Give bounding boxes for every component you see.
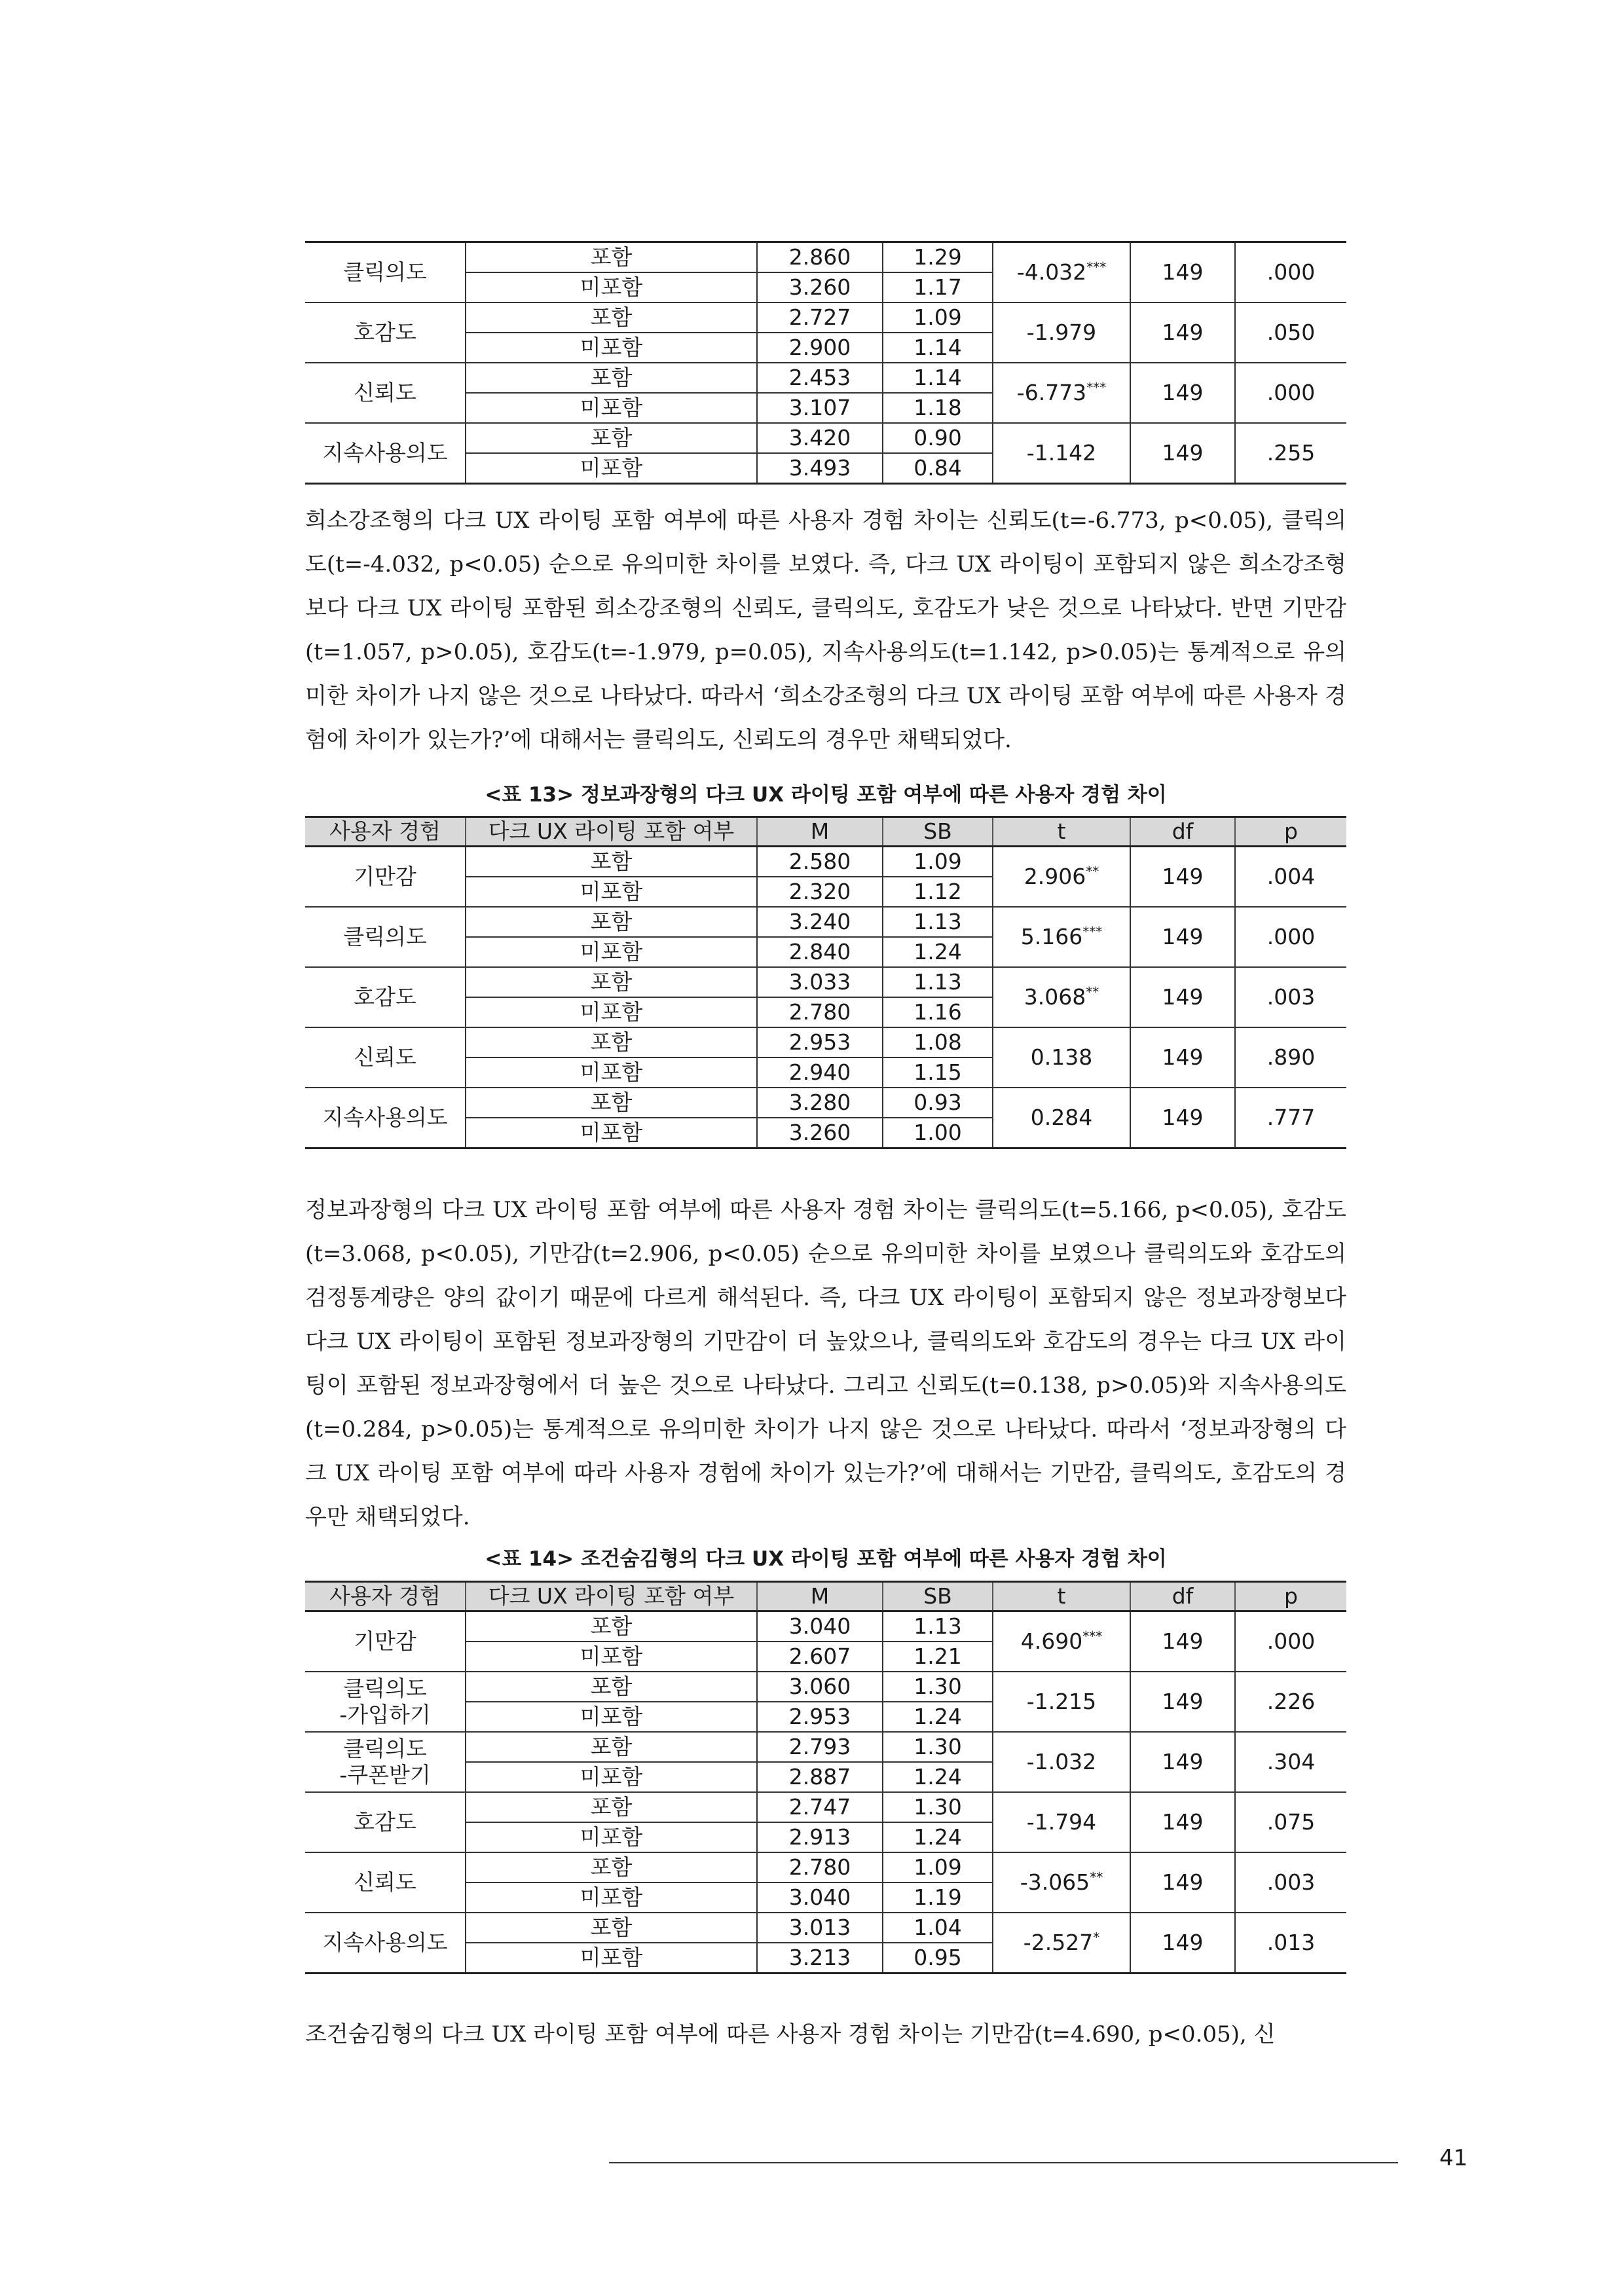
experience-cell: 지속사용의도 — [305, 423, 466, 484]
sd-cell: 1.16 — [883, 997, 993, 1027]
t-value-cell: -1.794 — [993, 1792, 1130, 1852]
group-cell: 포함 — [466, 907, 757, 937]
table-14-caption: <표 14> 조건숨김형의 다크 UX 라이팅 포함 여부에 따른 사용자 경험 차이 — [485, 1547, 1167, 1571]
df-cell: 149 — [1130, 1913, 1235, 1974]
experience-cell: 지속사용의도 — [305, 1913, 466, 1974]
sd-cell: 0.95 — [883, 1943, 993, 1974]
group-cell: 미포함 — [466, 1943, 757, 1974]
significance-marker: *** — [1086, 380, 1107, 395]
experience-cell: 호감도 — [305, 303, 466, 363]
group-cell: 미포함 — [466, 997, 757, 1027]
significance-marker: ** — [1086, 864, 1099, 879]
sd-cell: 1.17 — [883, 272, 993, 303]
mean-cell: 2.793 — [757, 1732, 883, 1762]
group-cell: 미포함 — [466, 1118, 757, 1148]
group-cell: 미포함 — [466, 1822, 757, 1852]
p-value-cell: .013 — [1235, 1913, 1346, 1974]
df-cell: 149 — [1130, 303, 1235, 363]
df-cell: 149 — [1130, 1792, 1235, 1852]
significance-marker: *** — [1082, 924, 1103, 940]
t-value-cell: 0.284 — [993, 1088, 1130, 1148]
experience-cell: 클릭의도 — [305, 907, 466, 967]
column-header: p — [1235, 817, 1346, 847]
experience-cell: 클릭의도 — [305, 242, 466, 303]
group-cell: 포함 — [466, 847, 757, 877]
df-cell: 149 — [1130, 967, 1235, 1027]
sd-cell: 1.24 — [883, 1822, 993, 1852]
table-row — [305, 303, 1346, 333]
column-header: SB — [883, 817, 993, 847]
significance-marker: ** — [1086, 984, 1099, 1000]
p-value-cell: .003 — [1235, 1852, 1346, 1913]
sd-cell: 1.12 — [883, 877, 993, 907]
mean-cell: 2.887 — [757, 1762, 883, 1792]
sd-cell: 1.09 — [883, 847, 993, 877]
t-value-cell: -4.032*** — [993, 242, 1130, 303]
experience-cell: 클릭의도 -가입하기 — [305, 1672, 466, 1732]
significance-marker: ** — [1090, 1869, 1103, 1885]
group-cell: 미포함 — [466, 333, 757, 363]
group-cell: 미포함 — [466, 1762, 757, 1792]
df-cell: 149 — [1130, 1611, 1235, 1672]
p-value-cell: .075 — [1235, 1792, 1346, 1852]
mean-cell: 2.953 — [757, 1027, 883, 1057]
header-row — [305, 1582, 1346, 1611]
table-14 — [305, 1581, 1346, 1974]
sd-cell: 0.90 — [883, 423, 993, 453]
p-value-cell: .000 — [1235, 907, 1346, 967]
group-cell: 포함 — [466, 1672, 757, 1702]
group-cell: 포함 — [466, 1732, 757, 1762]
table-13 — [305, 816, 1346, 1149]
p-value-cell: .050 — [1235, 303, 1346, 363]
column-header: 사용자 경험 — [305, 817, 466, 847]
mean-cell: 3.040 — [757, 1882, 883, 1913]
column-header: df — [1130, 1582, 1235, 1611]
group-cell: 미포함 — [466, 453, 757, 484]
group-cell: 미포함 — [466, 1642, 757, 1672]
df-cell: 149 — [1130, 1852, 1235, 1913]
mean-cell: 3.040 — [757, 1611, 883, 1642]
t-value-cell: -1.215 — [993, 1672, 1130, 1732]
t-value-cell: 2.906** — [993, 847, 1130, 908]
p-value-cell: .890 — [1235, 1027, 1346, 1088]
t-value-cell: -6.773*** — [993, 363, 1130, 423]
t-value-cell: 3.068** — [993, 967, 1130, 1027]
paragraph-1: 희소강조형의 다크 UX 라이팅 포함 여부에 따른 사용자 경험 차이는 신뢰도(t=-6.773, p<0.05), 클릭의도(t=-4.032, p<0.05) 순으로 유의미한 차이를 보였다. 즉, 다크 UX 라이팅이 포함되지 않은 희소강조형보다 다크 UX 라이팅 포함된 희소강조형의 신뢰도, 클릭의도, 호감도가 낮은 것으로 나타났다. 반면 기만감(t=1.057, p>0.05), 호감도(t=-1.979, p=0.05), 지속사용의도(t=1.142, p>0.05)는 통계적으로 유의미한 차이가 나지 않은 것으로 나타났다. 따라서 ‘희소강조형의 다크 UX 라이팅 포함 여부에 따른 사용자 경험에 차이가 있는가?’에 대해서는 클릭의도, 신뢰도의 경우만 채택되었다. — [305, 507, 1346, 753]
table-row — [305, 1088, 1346, 1118]
mean-cell: 3.213 — [757, 1943, 883, 1974]
group-cell: 포함 — [466, 967, 757, 997]
mean-cell: 2.453 — [757, 363, 883, 393]
significance-marker: *** — [1082, 1628, 1103, 1644]
experience-cell: 기만감 — [305, 847, 466, 908]
table-row — [305, 1792, 1346, 1822]
table-row — [305, 1852, 1346, 1882]
sd-cell: 1.19 — [883, 1882, 993, 1913]
column-header: SB — [883, 1582, 993, 1611]
group-cell: 미포함 — [466, 1702, 757, 1732]
group-cell: 미포함 — [466, 877, 757, 907]
sd-cell: 1.00 — [883, 1118, 993, 1148]
table-row — [305, 1027, 1346, 1057]
table-row — [305, 1611, 1346, 1642]
mean-cell: 2.780 — [757, 997, 883, 1027]
footer-rule — [609, 2162, 1398, 2163]
significance-marker: *** — [1086, 259, 1107, 275]
df-cell: 149 — [1130, 423, 1235, 484]
t-value-cell: -1.142 — [993, 423, 1130, 484]
sd-cell: 1.04 — [883, 1913, 993, 1943]
mean-cell: 2.940 — [757, 1057, 883, 1088]
group-cell: 포함 — [466, 1852, 757, 1882]
column-header: t — [993, 817, 1130, 847]
df-cell: 149 — [1130, 847, 1235, 908]
experience-cell: 기만감 — [305, 1611, 466, 1672]
p-value-cell: .304 — [1235, 1732, 1346, 1792]
sd-cell: 0.84 — [883, 453, 993, 484]
table-row — [305, 1672, 1346, 1702]
sd-cell: 1.09 — [883, 1852, 993, 1882]
df-cell: 149 — [1130, 1027, 1235, 1088]
table-row — [305, 242, 1346, 273]
table-row — [305, 423, 1346, 453]
p-value-cell: .003 — [1235, 967, 1346, 1027]
group-cell: 포함 — [466, 242, 757, 273]
group-cell: 포함 — [466, 1792, 757, 1822]
group-cell: 미포함 — [466, 393, 757, 423]
experience-cell: 호감도 — [305, 1792, 466, 1852]
sd-cell: 1.18 — [883, 393, 993, 423]
experience-cell: 신뢰도 — [305, 1852, 466, 1913]
group-cell: 미포함 — [466, 272, 757, 303]
t-value-cell: 0.138 — [993, 1027, 1130, 1088]
table-row — [305, 363, 1346, 393]
sd-cell: 1.21 — [883, 1642, 993, 1672]
mean-cell: 3.280 — [757, 1088, 883, 1118]
sd-cell: 1.08 — [883, 1027, 993, 1057]
sd-cell: 0.93 — [883, 1088, 993, 1118]
group-cell: 포함 — [466, 423, 757, 453]
df-cell: 149 — [1130, 1732, 1235, 1792]
sd-cell: 1.24 — [883, 1762, 993, 1792]
mean-cell: 2.607 — [757, 1642, 883, 1672]
table-12-continued — [305, 241, 1346, 485]
column-header: 다크 UX 라이팅 포함 여부 — [466, 1582, 757, 1611]
table-row — [305, 907, 1346, 937]
table-row — [305, 1913, 1346, 1943]
column-header: M — [757, 1582, 883, 1611]
mean-cell: 3.033 — [757, 967, 883, 997]
mean-cell: 2.580 — [757, 847, 883, 877]
sd-cell: 1.30 — [883, 1732, 993, 1762]
column-header: 다크 UX 라이팅 포함 여부 — [466, 817, 757, 847]
df-cell: 149 — [1130, 242, 1235, 303]
experience-cell: 신뢰도 — [305, 1027, 466, 1088]
group-cell: 포함 — [466, 363, 757, 393]
mean-cell: 2.747 — [757, 1792, 883, 1822]
p-value-cell: .004 — [1235, 847, 1346, 908]
group-cell: 포함 — [466, 1611, 757, 1642]
p-value-cell: .000 — [1235, 363, 1346, 423]
df-cell: 149 — [1130, 1672, 1235, 1732]
page-number: 41 — [1439, 2145, 1468, 2171]
sd-cell: 1.13 — [883, 907, 993, 937]
column-header: M — [757, 817, 883, 847]
mean-cell: 3.060 — [757, 1672, 883, 1702]
sd-cell: 1.13 — [883, 1611, 993, 1642]
df-cell: 149 — [1130, 1088, 1235, 1148]
t-value-cell: -1.032 — [993, 1732, 1130, 1792]
mean-cell: 3.260 — [757, 1118, 883, 1148]
mean-cell: 2.320 — [757, 877, 883, 907]
mean-cell: 3.107 — [757, 393, 883, 423]
df-cell: 149 — [1130, 907, 1235, 967]
mean-cell: 2.840 — [757, 937, 883, 967]
sd-cell: 1.13 — [883, 967, 993, 997]
sd-cell: 1.24 — [883, 1702, 993, 1732]
t-value-cell: -2.527* — [993, 1913, 1130, 1974]
experience-cell: 지속사용의도 — [305, 1088, 466, 1148]
mean-cell: 2.900 — [757, 333, 883, 363]
sd-cell: 1.09 — [883, 303, 993, 333]
group-cell: 미포함 — [466, 1057, 757, 1088]
p-value-cell: .255 — [1235, 423, 1346, 484]
mean-cell: 2.913 — [757, 1822, 883, 1852]
paragraph-3: 조건숨김형의 다크 UX 라이팅 포함 여부에 따른 사용자 경험 차이는 기만감(t=4.690, p<0.05), 신 — [305, 2021, 1276, 2047]
p-value-cell: .226 — [1235, 1672, 1346, 1732]
sd-cell: 1.15 — [883, 1057, 993, 1088]
table-13-caption: <표 13> 정보과장형의 다크 UX 라이팅 포함 여부에 따른 사용자 경험 차이 — [485, 783, 1167, 807]
p-value-cell: .000 — [1235, 1611, 1346, 1672]
mean-cell: 2.860 — [757, 242, 883, 273]
table-row — [305, 847, 1346, 877]
group-cell: 포함 — [466, 303, 757, 333]
p-value-cell: .777 — [1235, 1088, 1346, 1148]
experience-cell: 호감도 — [305, 967, 466, 1027]
mean-cell: 3.013 — [757, 1913, 883, 1943]
mean-cell: 3.420 — [757, 423, 883, 453]
sd-cell: 1.24 — [883, 937, 993, 967]
t-value-cell: -3.065** — [993, 1852, 1130, 1913]
sd-cell: 1.30 — [883, 1792, 993, 1822]
paragraph-2: 정보과장형의 다크 UX 라이팅 포함 여부에 따른 사용자 경험 차이는 클릭의도(t=5.166, p<0.05), 호감도(t=3.068, p<0.05), 기만감(t=2.906, p<0.05) 순으로 유의미한 차이를 보였으나 클릭의도와 호감도의 검정통계량은 양의 값이기 때문에 다르게 해석된다. 즉, 다크 UX 라이팅이 포함되지 않은 정보과장형보다 다크 UX 라이팅이 포함된 정보과장형의 기만감이 더 높았으나, 클릭의도와 호감도의 경우는 다크 UX 라이팅이 포함된 정보과장형에서 더 높은 것으로 나타났다. 그리고 신뢰도(t=0.138, p>0.05)와 지속사용의도(t=0.284, p>0.05)는 통계적으로 유의미한 차이가 나지 않은 것으로 나타났다. 따라서 ‘정보과장형의 다크 UX 라이팅 포함 여부에 따라 사용자 경험에 차이가 있는가?’에 대해서는 기만감, 클릭의도, 호감도의 경우만 채택되었다. — [305, 1197, 1346, 1530]
group-cell: 포함 — [466, 1913, 757, 1943]
table-row — [305, 1732, 1346, 1762]
p-value-cell: .000 — [1235, 242, 1346, 303]
table-row — [305, 967, 1346, 997]
mean-cell: 2.953 — [757, 1702, 883, 1732]
t-value-cell: -1.979 — [993, 303, 1130, 363]
group-cell: 미포함 — [466, 937, 757, 967]
header-row — [305, 817, 1346, 847]
mean-cell: 2.727 — [757, 303, 883, 333]
column-header: 사용자 경험 — [305, 1582, 466, 1611]
group-cell: 포함 — [466, 1027, 757, 1057]
mean-cell: 3.493 — [757, 453, 883, 484]
sd-cell: 1.29 — [883, 242, 993, 273]
experience-cell: 클릭의도 -쿠폰받기 — [305, 1732, 466, 1792]
df-cell: 149 — [1130, 363, 1235, 423]
significance-marker: * — [1093, 1930, 1100, 1945]
column-header: p — [1235, 1582, 1346, 1611]
column-header: t — [993, 1582, 1130, 1611]
sd-cell: 1.14 — [883, 333, 993, 363]
t-value-cell: 4.690*** — [993, 1611, 1130, 1672]
mean-cell: 3.240 — [757, 907, 883, 937]
experience-cell: 신뢰도 — [305, 363, 466, 423]
sd-cell: 1.30 — [883, 1672, 993, 1702]
column-header: df — [1130, 817, 1235, 847]
mean-cell: 2.780 — [757, 1852, 883, 1882]
mean-cell: 3.260 — [757, 272, 883, 303]
group-cell: 포함 — [466, 1088, 757, 1118]
sd-cell: 1.14 — [883, 363, 993, 393]
group-cell: 미포함 — [466, 1882, 757, 1913]
t-value-cell: 5.166*** — [993, 907, 1130, 967]
